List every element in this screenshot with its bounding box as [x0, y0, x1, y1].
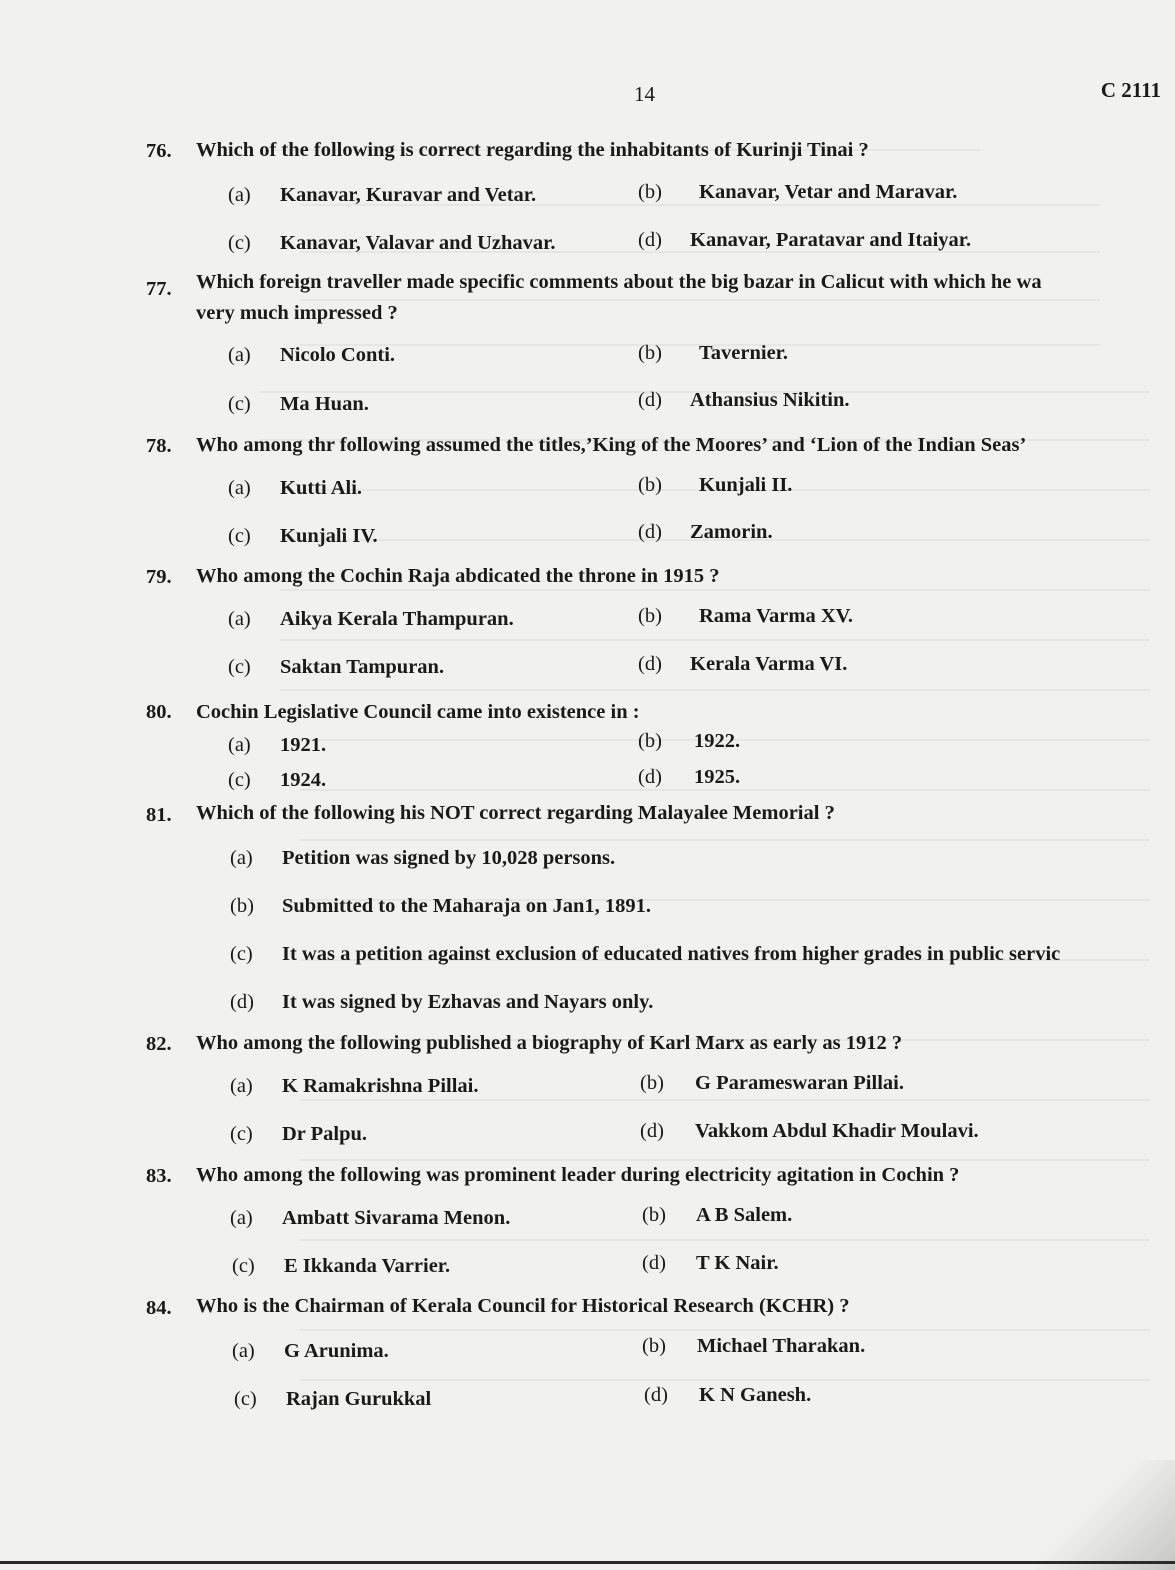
question-text: Who is the Chairman of Kerala Council for Historical Research (KCHR) ? — [196, 1295, 850, 1317]
option-label: (d) — [640, 1120, 664, 1142]
option-d — [230, 991, 653, 1014]
option-c — [228, 769, 326, 792]
option-a — [230, 1075, 478, 1098]
question-text: Which foreign traveller made specific comments about the big bazar in Calicut with which he wa — [196, 271, 1042, 293]
question-number: 83. — [146, 1165, 172, 1187]
option-label: (b) — [642, 1204, 666, 1226]
option-text: Petition was signed by 10,028 persons. — [282, 847, 616, 869]
option-label: (b) — [638, 181, 662, 203]
option-b — [638, 474, 792, 497]
option-label: (d) — [638, 389, 662, 411]
option-text: Kanavar, Kuravar and Vetar. — [280, 184, 537, 206]
option-label: (c) — [234, 1388, 257, 1410]
question-number: 79. — [146, 566, 172, 588]
option-a — [228, 477, 362, 500]
option-c — [228, 525, 378, 548]
option-text: Kutti Ali. — [280, 477, 363, 499]
option-label: (d) — [638, 653, 662, 675]
option-text: K Ramakrishna Pillai. — [282, 1075, 479, 1097]
option-text: Kunjali IV. — [280, 525, 378, 547]
option-text: Aikya Kerala Thampuran. — [280, 608, 514, 630]
option-d — [644, 1384, 811, 1407]
scan-bottom-edge — [0, 1561, 1175, 1564]
option-b — [638, 181, 957, 204]
option-label: (a) — [230, 847, 253, 869]
option-text: 1925. — [694, 766, 741, 788]
option-text: T K Nair. — [696, 1252, 779, 1274]
option-a — [228, 734, 326, 757]
option-label: (a) — [228, 344, 251, 366]
option-text: E Ikkanda Varrier. — [284, 1255, 451, 1277]
question-number: 78. — [146, 435, 172, 457]
option-text: 1921. — [280, 734, 327, 756]
option-label: (d) — [638, 229, 662, 251]
question-number: 80. — [146, 701, 172, 723]
option-label: (c) — [228, 769, 251, 791]
option-b — [642, 1335, 865, 1358]
page-number: 14 — [634, 82, 655, 106]
option-text: Kanavar, Vetar and Maravar. — [699, 181, 958, 203]
question-number: 77. — [146, 278, 172, 300]
option-text: Nicolo Conti. — [280, 344, 396, 366]
option-d — [638, 229, 971, 252]
scan-shadow — [1035, 1460, 1175, 1570]
option-text: G Parameswaran Pillai. — [695, 1072, 904, 1094]
option-text: Rama Varma XV. — [699, 605, 853, 627]
question-text: Who among the Cochin Raja abdicated the throne in 1915 ? — [196, 565, 720, 587]
option-c — [228, 656, 444, 679]
option-label: (c) — [228, 525, 251, 547]
option-text: Rajan Gurukkal — [286, 1388, 432, 1410]
option-d — [638, 653, 847, 676]
option-label: (a) — [230, 1075, 253, 1097]
option-text: Ambatt Sivarama Menon. — [282, 1207, 511, 1229]
option-text: A B Salem. — [696, 1204, 793, 1226]
question-text: Who among thr following assumed the titles,’King of the Moores’ and ‘Lion of the Indian Seas’ — [196, 434, 1027, 456]
option-d — [640, 1120, 979, 1143]
option-d — [638, 521, 773, 544]
option-text: It was signed by Ezhavas and Nayars only. — [282, 991, 654, 1013]
question-number: 81. — [146, 804, 172, 826]
option-label: (d) — [230, 991, 254, 1013]
option-text: Athansius Nikitin. — [690, 389, 850, 411]
option-text: 1922. — [694, 730, 741, 752]
option-label: (c) — [232, 1255, 255, 1277]
question-number: 76. — [146, 140, 172, 162]
option-label: (c) — [230, 1123, 253, 1145]
question-text: Which of the following his NOT correct regarding Malayalee Memorial ? — [196, 802, 835, 824]
option-text: Kunjali II. — [699, 474, 793, 496]
option-label: (b) — [638, 605, 662, 627]
option-c — [232, 1255, 450, 1278]
option-a — [232, 1340, 389, 1363]
option-text: Zamorin. — [690, 521, 773, 543]
option-b — [640, 1072, 904, 1095]
option-label: (d) — [644, 1384, 668, 1406]
option-c — [230, 1123, 367, 1146]
option-text: G Arunima. — [284, 1340, 389, 1362]
option-a — [230, 847, 615, 870]
option-text: Kanavar, Valavar and Uzhavar. — [280, 232, 556, 254]
option-label: (b) — [640, 1072, 664, 1094]
question-text: Cochin Legislative Council came into existence in : — [196, 701, 640, 723]
option-label: (a) — [232, 1340, 255, 1362]
question-text: Who among the following was prominent leader during electricity agitation in Cochin ? — [196, 1164, 960, 1186]
question-text: Which of the following is correct regarding the inhabitants of Kurinji Tinai ? — [196, 139, 869, 161]
option-label: (b) — [230, 895, 254, 917]
option-c — [228, 393, 369, 416]
option-b — [642, 1204, 792, 1227]
option-b — [638, 342, 788, 365]
option-label: (d) — [638, 521, 662, 543]
option-c — [230, 943, 1060, 966]
option-d — [638, 389, 850, 412]
option-label: (b) — [638, 342, 662, 364]
option-text: Vakkom Abdul Khadir Moulavi. — [695, 1120, 979, 1142]
option-a — [228, 608, 514, 631]
option-text: Ma Huan. — [280, 393, 369, 415]
option-label: (b) — [642, 1335, 666, 1357]
option-text: K N Ganesh. — [699, 1384, 812, 1406]
option-label: (a) — [228, 608, 251, 630]
option-label: (a) — [228, 184, 251, 206]
option-label: (a) — [228, 734, 251, 756]
question-number: 82. — [146, 1033, 172, 1055]
option-d — [638, 766, 740, 789]
question-text-continued: very much impressed ? — [196, 302, 398, 324]
option-label: (a) — [230, 1207, 253, 1229]
option-text: Tavernier. — [699, 342, 789, 364]
question-number: 84. — [146, 1297, 172, 1319]
option-label: (d) — [638, 766, 662, 788]
option-text: 1924. — [280, 769, 327, 791]
question-text: Who among the following published a biography of Karl Marx as early as 1912 ? — [196, 1032, 903, 1054]
option-text: Submitted to the Maharaja on Jan1, 1891. — [282, 895, 652, 917]
option-label: (b) — [638, 730, 662, 752]
option-label: (c) — [228, 656, 251, 678]
option-a — [230, 1207, 510, 1230]
option-text: Kerala Varma VI. — [690, 653, 848, 675]
option-text: Michael Tharakan. — [697, 1335, 866, 1357]
option-a — [228, 184, 536, 207]
option-b — [638, 730, 740, 753]
option-a — [228, 344, 395, 367]
option-text: It was a petition against exclusion of educated natives from higher grades in public servic — [282, 943, 1061, 965]
option-b — [230, 895, 651, 918]
option-label: (c) — [228, 393, 251, 415]
option-text: Kanavar, Paratavar and Itaiyar. — [690, 229, 972, 251]
option-label: (a) — [228, 477, 251, 499]
option-b — [638, 605, 853, 628]
option-label: (c) — [228, 232, 251, 254]
option-c — [234, 1388, 431, 1411]
option-d — [642, 1252, 779, 1275]
option-text: Dr Palpu. — [282, 1123, 368, 1145]
exam-code: C 2111 — [1100, 78, 1161, 102]
option-label: (d) — [642, 1252, 666, 1274]
option-c — [228, 232, 556, 255]
option-text: Saktan Tampuran. — [280, 656, 445, 678]
option-label: (b) — [638, 474, 662, 496]
option-label: (c) — [230, 943, 253, 965]
